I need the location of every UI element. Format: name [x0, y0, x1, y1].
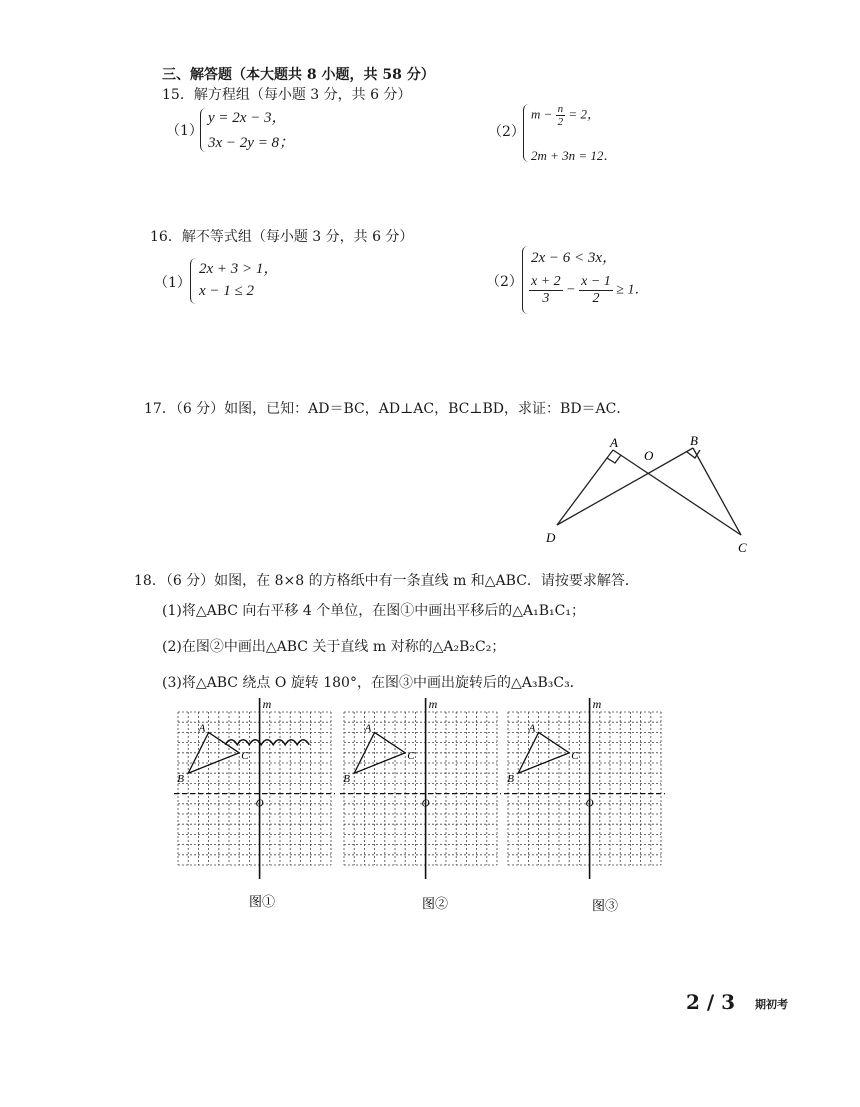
footer-note: 期初考 [755, 998, 788, 1011]
grid-label-B-3: B [507, 773, 514, 786]
q17-label-O: O [644, 448, 654, 463]
q17-label-C: C [738, 540, 747, 555]
grid-label-m-3: m [592, 697, 602, 711]
segment-AD [557, 450, 613, 525]
grid-label-m-2: m [428, 697, 438, 711]
q15-p2-eq1-b: = 2， [568, 106, 600, 122]
q15-p2-label: （2） [488, 124, 525, 140]
q16-p2-frac1-den: 3 [542, 291, 550, 306]
q15-p2-eq2: 2m + 3n = 12． [531, 148, 617, 163]
grid-label-C-2: C [407, 749, 415, 762]
q17-label-A: A [610, 435, 618, 450]
q15-p1-brace [200, 108, 207, 152]
q18-part2: (2)在图②中画出△ABC 关于直线 m 对称的△A₂B₂C₂； [162, 639, 506, 655]
segment-BD [557, 448, 693, 525]
q16-p2-frac2-den: 2 [592, 291, 600, 306]
grid-label-B-2: B [343, 773, 350, 786]
q18-part3: (3)将△ABC 绕点 O 旋转 180°，在图③中画出旋转后的△A₃B₃C₃． [162, 675, 584, 691]
q15-p2-eq1-a: m − [531, 106, 553, 122]
q16-p2-frac1-num: x + 2 [531, 274, 561, 289]
section-title: 三、解答题（本大题共 8 小题，共 58 分） [162, 67, 435, 83]
caption-2: 图② [422, 896, 449, 911]
q16-p2-label: （2） [486, 274, 523, 290]
segment-BC [693, 448, 741, 535]
q17-figure [540, 430, 770, 555]
q16-p2-eq1: 2x − 6 < 3x， [531, 250, 618, 266]
caption-1: 图① [249, 894, 276, 909]
q16-p2-tail: ≥ 1． [616, 282, 649, 298]
q15-p1-label: （1） [166, 123, 203, 139]
q15-p2-fraction [556, 103, 566, 128]
q16-p2-eq2 [529, 274, 648, 307]
grid-label-O-3: O [585, 797, 594, 810]
q15-p2-num: n [557, 103, 564, 115]
q15-p1-eq1: y = 2x − 3， [208, 110, 287, 126]
grid-label-A-1: A [198, 722, 206, 735]
q15-p2-eq1 [531, 103, 600, 128]
q16-p1-label: （1） [154, 275, 191, 291]
grid-label-C-3: C [571, 749, 579, 762]
grid-label-A-3: A [528, 722, 536, 735]
q15-p1-eq2: 3x − 2y = 8； [208, 135, 295, 151]
segment-AC [613, 450, 741, 535]
q16-p1-brace [190, 258, 197, 304]
q16-p2-brace [522, 246, 529, 314]
q18-part1: (1)将△ABC 向右平移 4 个单位，在图①中画出平移后的△A₁B₁C₁； [162, 603, 585, 619]
q16-p2-frac2 [579, 274, 613, 307]
q16-title: 16．解不等式组（每小题 3 分，共 6 分） [150, 229, 414, 245]
q15-p2-den: 2 [557, 116, 564, 128]
q18-grid-figures [160, 692, 670, 922]
q17-label-B: B [690, 433, 698, 448]
q16-p2-frac2-num: x − 1 [581, 274, 611, 289]
q16-p1-eq2: x − 1 ≤ 2 [199, 283, 255, 299]
q16-p2-minus: − [566, 282, 576, 298]
grid-label-m-1: m [262, 697, 272, 711]
caption-3: 图③ [592, 898, 619, 913]
q17-text: 17．（6 分）如图，已知：AD＝BC，AD⊥AC，BC⊥BD，求证：BD＝AC． [144, 401, 631, 417]
q15-title: 15．解方程组（每小题 3 分，共 6 分） [162, 87, 412, 103]
grid-label-O-1: O [255, 797, 264, 810]
grid-label-C-1: C [241, 749, 249, 762]
q16-p2-frac1 [529, 274, 563, 307]
q17-label-D: D [546, 530, 556, 545]
q16-p1-eq1: 2x + 3 > 1， [199, 261, 279, 277]
grid-label-A-2: A [364, 722, 372, 735]
page-number: 2 / 3 [686, 990, 736, 1014]
q15-p2-brace [523, 104, 530, 162]
grid-label-B-1: B [177, 773, 184, 786]
grid-label-O-2: O [421, 797, 430, 810]
q18-text: 18．（6 分）如图，在 8×8 的方格纸中有一条直线 m 和△ABC．请按要求解答． [134, 573, 639, 589]
